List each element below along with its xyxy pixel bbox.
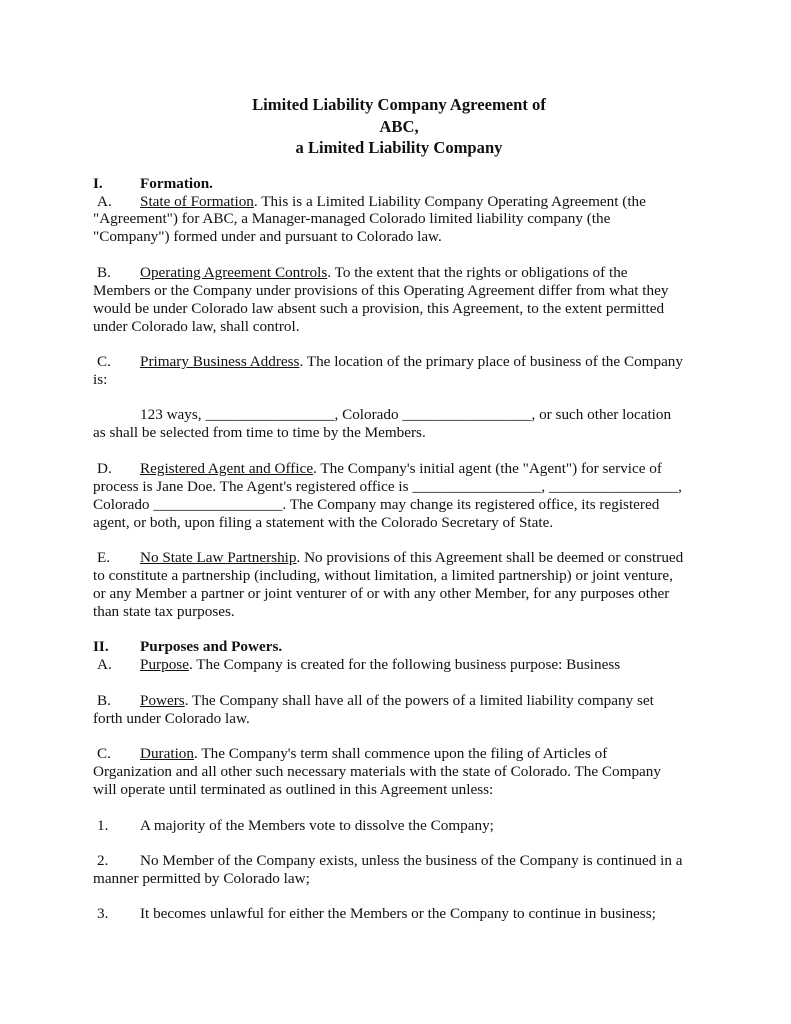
- clause-powers: [93, 692, 705, 728]
- clause-text: agent, or both, upon filing a statement with the Colorado Secretary of State.: [93, 513, 554, 531]
- clause-term: Purpose: [140, 656, 189, 674]
- clause-label: C.: [97, 745, 111, 763]
- clause-text: process is Jane Doe. The Agent's registered office is _________________, _________________,: [93, 477, 682, 495]
- address-paragraph: [93, 406, 705, 442]
- title-line-2: ABC,: [379, 116, 419, 136]
- clause-text: than state tax purposes.: [93, 602, 235, 620]
- clause-text: . The Company's initial agent (the "Agent") for service of: [313, 459, 662, 477]
- clause-duration: [93, 745, 705, 799]
- section-number: II.: [93, 638, 109, 656]
- clause-operating-agreement-controls: [93, 264, 705, 336]
- clause-text: . The Company shall have all of the powers of a limited liability company set: [184, 691, 654, 709]
- list-item-text: No Member of the Company exists, unless the business of the Company is continued in a: [140, 852, 683, 869]
- clause-text: Members or the Company under provisions of this Operating Agreement differ from what they: [93, 281, 669, 299]
- clause-text: . The Company is created for the following business purpose: Business: [188, 656, 621, 674]
- clause-text: would be under Colorado law absent such a provision, this Agreement, to the extent permitted: [93, 299, 665, 317]
- clause-text: . This is a Limited Liability Company Operating Agreement (the: [253, 192, 646, 210]
- clause-text: . To the extent that the rights or obligations of the: [327, 263, 628, 281]
- clause-term: Duration: [140, 745, 194, 763]
- clause-text: . No provisions of this Agreement shall be deemed or construed: [296, 549, 684, 567]
- list-item-text: manner permitted by Colorado law;: [93, 869, 310, 887]
- list-item-number: 1.: [97, 816, 109, 834]
- clause-registered-agent: [93, 460, 705, 532]
- clause-primary-business-address: [93, 353, 705, 389]
- document-title: [93, 94, 705, 159]
- clause-term: Operating Agreement Controls: [140, 263, 328, 281]
- clause-term: No State Law Partnership: [140, 549, 297, 567]
- list-item-number: 2.: [97, 852, 109, 869]
- clause-label: A.: [97, 656, 112, 674]
- clause-no-state-law-partnership: [93, 549, 705, 621]
- clause-state-of-formation: [93, 193, 705, 247]
- clause-text: . The Company's term shall commence upon the filing of Articles of: [194, 745, 608, 763]
- list-item: [93, 905, 705, 923]
- clause-text: to constitute a partnership (including, without limitation, a limited partnership) or joint venture,: [93, 566, 673, 584]
- clause-term: State of Formation: [140, 192, 254, 210]
- clause-term: Registered Agent and Office: [140, 459, 314, 477]
- clause-term: Powers: [140, 691, 185, 709]
- title-line-3: a Limited Liability Company: [295, 138, 503, 157]
- clause-label: A.: [97, 192, 112, 210]
- section-title: Formation.: [140, 174, 213, 192]
- clause-text: under Colorado law, shall control.: [93, 317, 300, 335]
- section-title: Purposes and Powers.: [140, 638, 283, 656]
- list-item: [93, 852, 705, 888]
- clause-text: or any Member a partner or joint venturer of or with any other Member, for any purposes other: [93, 584, 670, 602]
- clause-text: forth under Colorado law.: [93, 709, 250, 727]
- section-number: I.: [93, 174, 103, 192]
- list-item-number: 3.: [97, 905, 109, 923]
- clause-label: C.: [97, 353, 111, 371]
- clause-text: . The location of the primary place of business of the Company: [299, 353, 683, 371]
- clause-text: is:: [93, 370, 108, 388]
- clause-text: Organization and all other such necessary materials with the state of Colorado. The Company: [93, 763, 661, 781]
- clause-text: Colorado _________________. The Company may change its registered office, its registered: [93, 495, 660, 513]
- clause-text: "Agreement") for ABC, a Manager-managed Colorado limited liability company (the: [93, 210, 611, 228]
- list-item-text: It becomes unlawful for either the Members or the Company to continue in business;: [140, 905, 656, 923]
- address-line: as shall be selected from time to time by the Members.: [93, 424, 426, 442]
- address-line: 123 ways, _________________, Colorado _________________, or such other location: [140, 406, 672, 424]
- list-item: [93, 817, 705, 835]
- title-line-1: Limited Liability Company Agreement of: [252, 95, 546, 114]
- section-heading-purposes: [93, 638, 705, 656]
- clause-term: Primary Business Address: [140, 353, 300, 371]
- clause-label: B.: [97, 263, 111, 281]
- clause-label: E.: [97, 549, 111, 567]
- clause-label: D.: [97, 459, 112, 477]
- section-heading-formation: [93, 175, 705, 193]
- list-item-text: A majority of the Members vote to dissolve the Company;: [140, 816, 494, 834]
- clause-text: "Company") formed under and pursuant to Colorado law.: [93, 228, 442, 246]
- clause-purpose: [93, 656, 705, 674]
- clause-text: will operate until terminated as outlined in this Agreement unless:: [93, 781, 494, 798]
- document-page: [93, 94, 705, 923]
- clause-label: B.: [97, 691, 111, 709]
